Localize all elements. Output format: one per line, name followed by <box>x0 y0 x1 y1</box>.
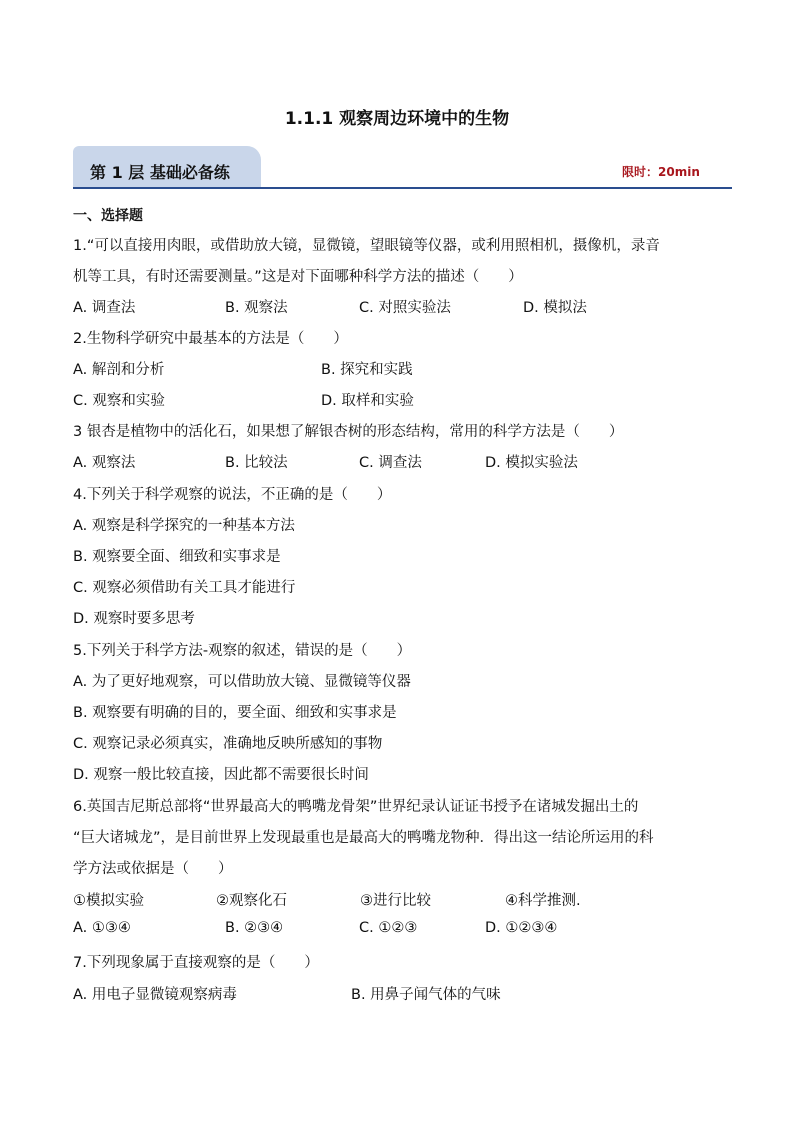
q6-option-a: A. ①③④ <box>73 920 131 936</box>
q4-option-a: A. 观察是科学探究的一种基本方法 <box>73 518 295 534</box>
q5-option-d: D. 观察一般比较直接，因此都不需要很长时间 <box>73 767 369 783</box>
question-1-line-1: 1.“可以直接用肉眼，或借助放大镜，显微镜，望眼镜等仪器，或利用照相机，摄像机，录音 <box>73 238 660 254</box>
q4-option-c: C. 观察必须借助有关工具才能进行 <box>73 580 296 596</box>
q2-option-d: D. 取样和实验 <box>321 393 414 409</box>
q3-option-b: B. 比较法 <box>225 455 288 471</box>
q2-option-a: A. 解剖和分析 <box>73 362 165 378</box>
question-3-stem: 3 银杏是植物中的活化石，如果想了解银杏树的形态结构，常用的科学方法是（ ） <box>73 424 624 440</box>
time-limit: 限时：20min <box>622 165 700 179</box>
q5-option-a: A. 为了更好地观察，可以借助放大镜、显微镜等仪器 <box>73 674 411 690</box>
q6-item-1: ①模拟实验 <box>73 893 144 909</box>
q1-option-c: C. 对照实验法 <box>359 300 451 316</box>
section-heading: 一、选择题 <box>73 208 143 224</box>
q1-option-a: A. 调查法 <box>73 300 136 316</box>
question-1-line-2: 机等工具，有时还需要测量。”这是对下面哪种科学方法的描述（ ） <box>73 269 523 285</box>
question-6-line-1: 6.英国吉尼斯总部将“世界最高大的鸭嘴龙骨架”世界纪录认证证书授予在诸城发掘出土的 <box>73 799 639 815</box>
question-4-stem: 4.下列关于科学观察的说法，不正确的是（ ） <box>73 487 392 503</box>
q1-option-b: B. 观察法 <box>225 300 288 316</box>
q1-option-d: D. 模拟法 <box>523 300 587 316</box>
q6-option-b: B. ②③④ <box>225 920 284 936</box>
q4-option-b: B. 观察要全面、细致和实事求是 <box>73 549 281 565</box>
question-2-stem: 2.生物科学研究中最基本的方法是（ ） <box>73 331 348 347</box>
q5-option-b: B. 观察要有明确的目的，要全面、细致和实事求是 <box>73 705 397 721</box>
page-title: 1.1.1 观察周边环境中的生物 <box>284 109 510 129</box>
q2-option-b: B. 探究和实践 <box>321 362 413 378</box>
q7-option-b: B. 用鼻子闻气体的气味 <box>351 987 501 1003</box>
q5-option-c: C. 观察记录必须真实，准确地反映所感知的事物 <box>73 736 383 752</box>
question-6-line-3: 学方法或依据是（ ） <box>73 861 233 877</box>
q6-item-4: ④科学推测. <box>505 893 581 909</box>
q6-item-2: ②观察化石 <box>216 893 287 909</box>
question-5-stem: 5.下列关于科学方法-观察的叙述，错误的是（ ） <box>73 643 412 659</box>
q6-option-c: C. ①②③ <box>359 920 418 936</box>
question-6-line-2: “巨大诸城龙”，是目前世界上发现最重也是最高大的鸭嘴龙物种．得出这一结论所运用的科 <box>73 830 654 846</box>
q2-option-c: C. 观察和实验 <box>73 393 165 409</box>
q6-option-d: D. ①②③④ <box>485 920 558 936</box>
q3-option-c: C. 调查法 <box>359 455 422 471</box>
q7-option-a: A. 用电子显微镜观察病毒 <box>73 987 237 1003</box>
q3-option-d: D. 模拟实验法 <box>485 455 578 471</box>
level-label: 第 1 层 基础必备练 <box>90 163 230 182</box>
q6-item-3: ③进行比较 <box>360 893 431 909</box>
question-7-stem: 7.下列现象属于直接观察的是（ ） <box>73 955 319 971</box>
q4-option-d: D. 观察时要多思考 <box>73 611 195 627</box>
q3-option-a: A. 观察法 <box>73 455 136 471</box>
header-divider <box>73 187 732 189</box>
